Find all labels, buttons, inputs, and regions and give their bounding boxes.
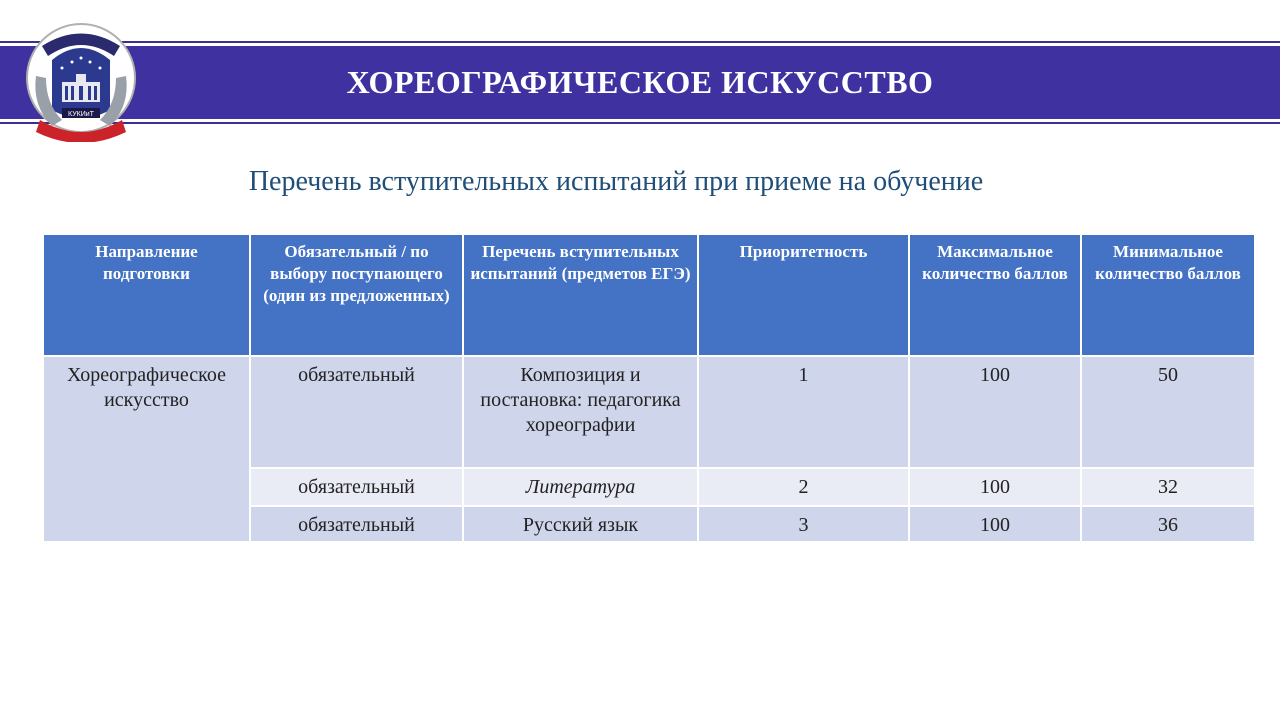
subject-cell: Композиция и постановка: педагогика хореографии bbox=[463, 356, 698, 468]
table-row bbox=[43, 356, 1255, 468]
banner-top-line bbox=[0, 41, 1280, 43]
column-header: Обязательный / по выбору поступающего (один из предложенных) bbox=[250, 234, 463, 356]
min-score-cell: 50 bbox=[1081, 356, 1255, 468]
logo-text: КУКИиТ bbox=[68, 111, 94, 118]
table-header-row bbox=[43, 234, 1255, 356]
type-cell: обязательный bbox=[250, 356, 463, 468]
direction-cell: Хореографическое искусство bbox=[43, 356, 250, 542]
priority-cell: 2 bbox=[698, 468, 909, 506]
max-score-cell: 100 bbox=[909, 356, 1081, 468]
page-title: ХОРЕОГРАФИЧЕСКОЕ ИСКУССТВО bbox=[346, 64, 934, 100]
min-score-cell: 36 bbox=[1081, 506, 1255, 542]
type-cell: обязательный bbox=[250, 506, 463, 542]
priority-cell: 1 bbox=[698, 356, 909, 468]
column-header: Перечень вступительных испытаний (предметов ЕГЭ) bbox=[463, 234, 698, 356]
priority-cell: 3 bbox=[698, 506, 909, 542]
type-cell: обязательный bbox=[250, 468, 463, 506]
entrance-exams-table bbox=[42, 233, 1256, 543]
table-subtitle: Перечень вступительных испытаний при приеме на обучение bbox=[248, 166, 984, 197]
column-header: Максимальное количество баллов bbox=[909, 234, 1081, 356]
banner-bottom-line bbox=[0, 122, 1280, 124]
max-score-cell: 100 bbox=[909, 468, 1081, 506]
subject-cell: Русский язык bbox=[463, 506, 698, 542]
column-header: Направление подготовки bbox=[43, 234, 250, 356]
column-header: Приоритетность bbox=[698, 234, 909, 356]
subject-cell: Литература bbox=[463, 468, 698, 506]
university-emblem-icon bbox=[22, 16, 140, 142]
min-score-cell: 32 bbox=[1081, 468, 1255, 506]
max-score-cell: 100 bbox=[909, 506, 1081, 542]
column-header: Минимальное количество баллов bbox=[1081, 234, 1255, 356]
